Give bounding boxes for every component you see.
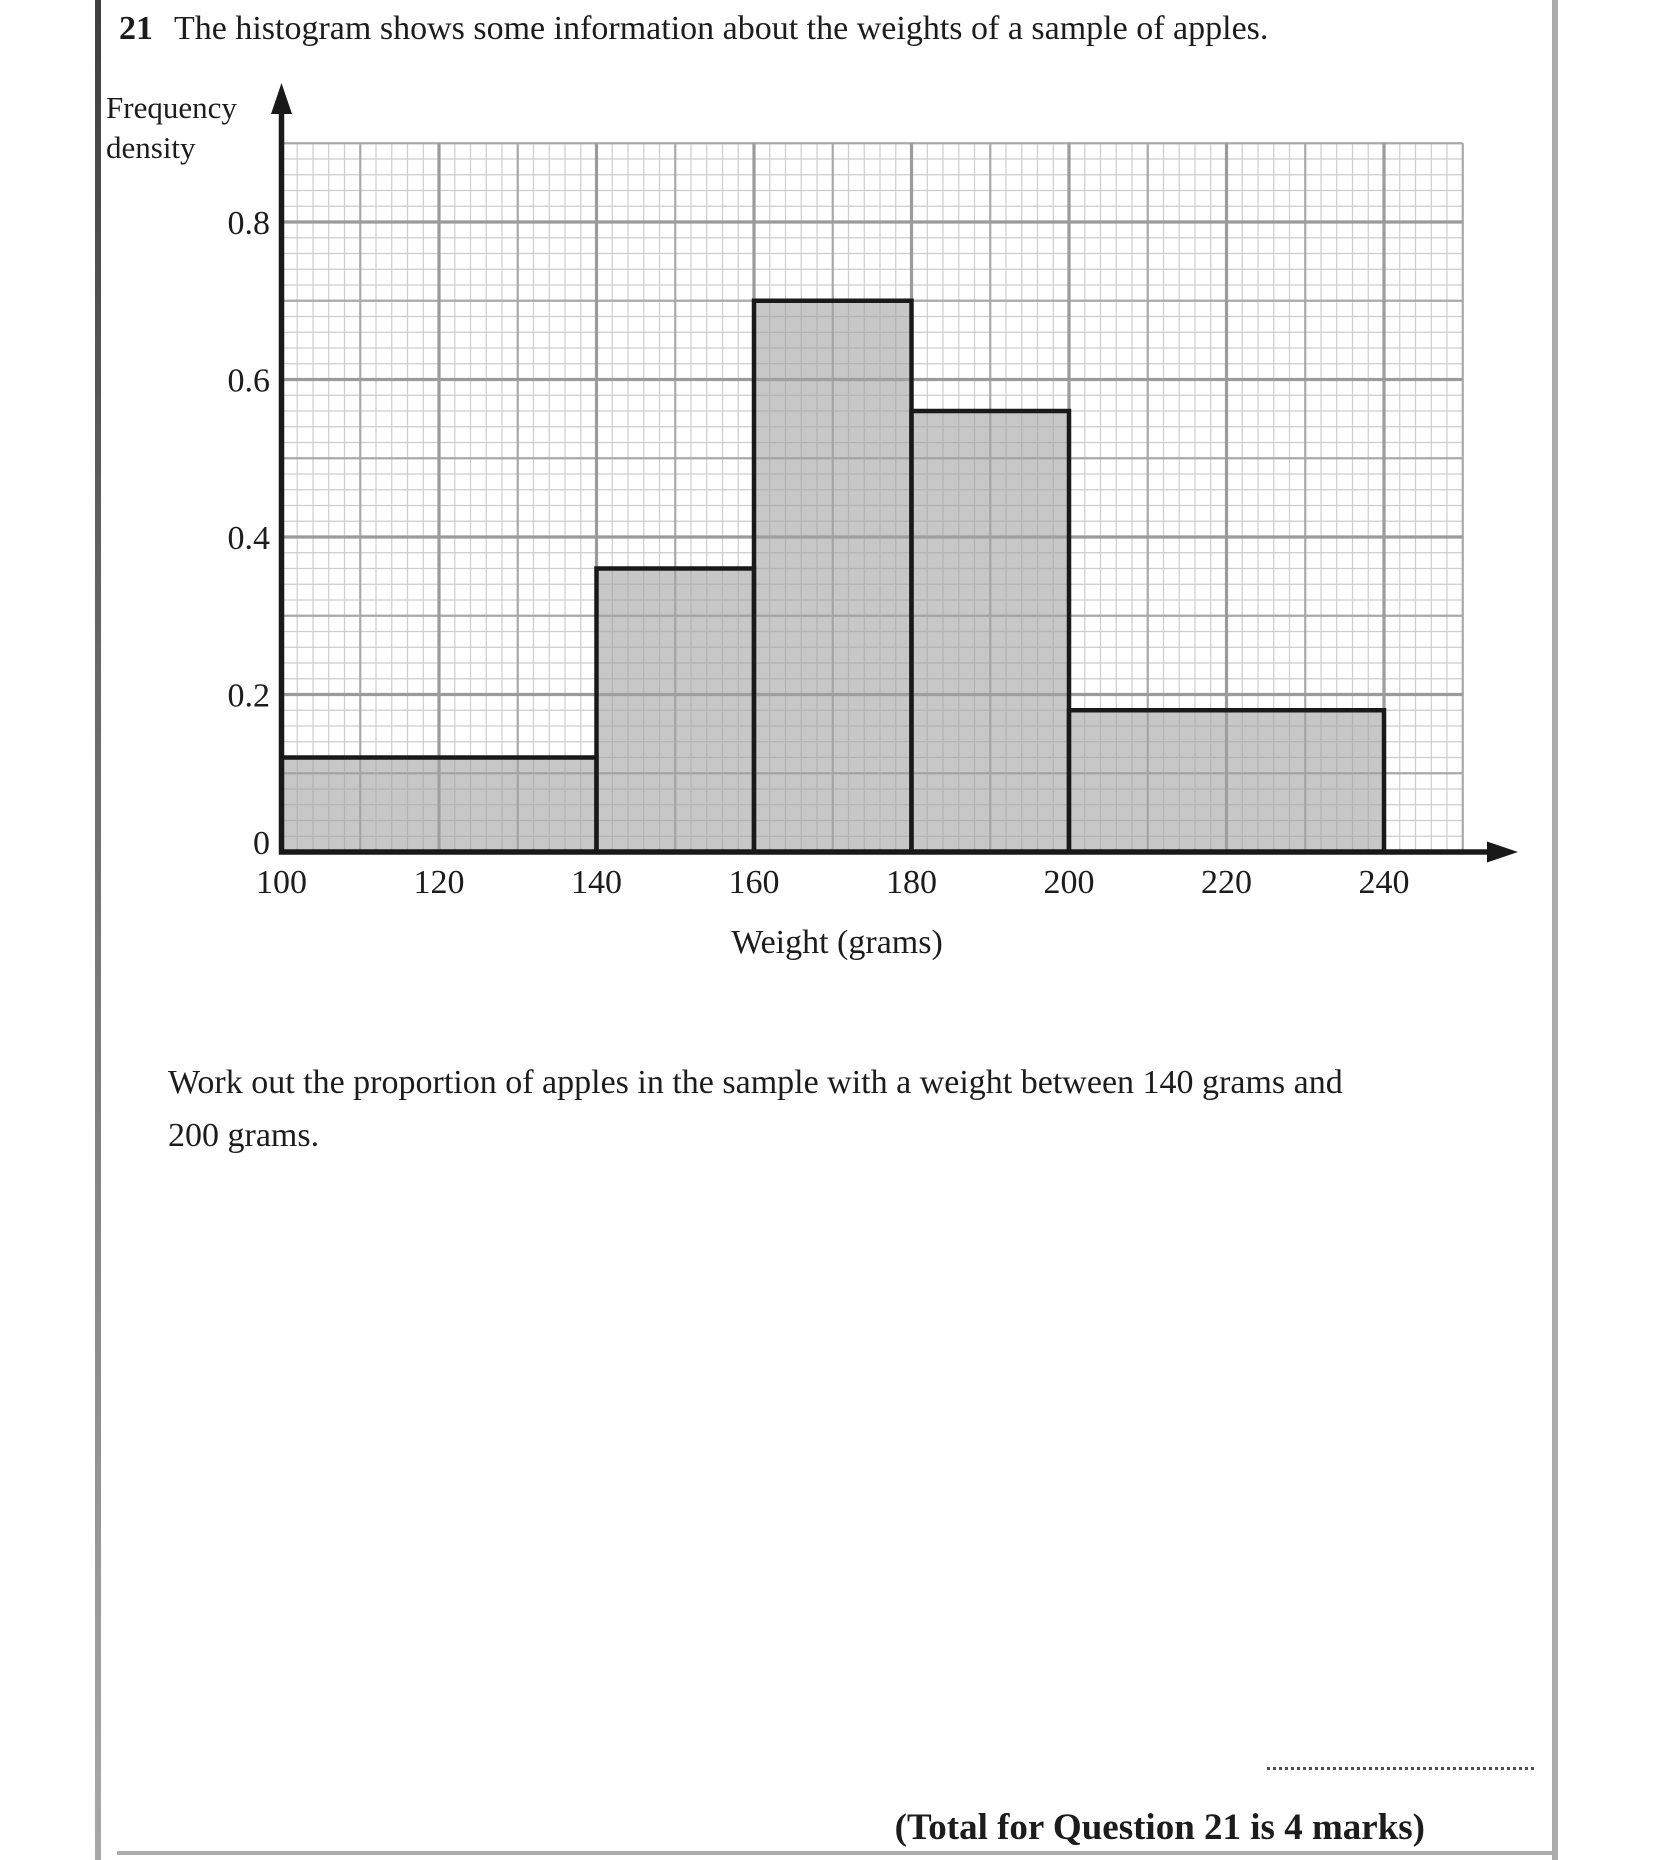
y-axis-arrow-icon xyxy=(271,83,292,114)
x-axis-title: Weight (grams) xyxy=(731,924,943,961)
y-axis-title-line2: density xyxy=(106,130,196,165)
question-prompt xyxy=(168,1056,1343,1162)
y-tick-label: 0.2 xyxy=(227,677,270,715)
y-tick-label: 0.8 xyxy=(227,205,270,242)
histogram-bar xyxy=(912,411,1070,852)
y-tick-label: 0.6 xyxy=(227,362,270,400)
x-tick-label: 240 xyxy=(1358,864,1410,901)
x-tick-label: 140 xyxy=(571,864,622,901)
x-tick-label: 220 xyxy=(1201,864,1252,901)
question-intro: The histogram shows some information about the weights of a sample of apples. xyxy=(174,10,1269,47)
histogram-bar xyxy=(754,301,912,852)
question-number: 21 xyxy=(119,10,153,47)
y-tick-label: 0.4 xyxy=(227,520,270,557)
x-tick-label: 160 xyxy=(728,864,780,901)
y-tick-label: 0 xyxy=(253,825,270,862)
x-axis-arrow-icon xyxy=(1487,842,1518,863)
x-tick-label: 120 xyxy=(413,864,465,901)
answer-dotted-line xyxy=(1267,1750,1534,1770)
x-tick-label: 180 xyxy=(886,864,937,901)
histogram-bar xyxy=(282,758,597,853)
histogram-bar xyxy=(597,569,755,853)
total-marks-note: (Total for Question 21 is 4 marks) xyxy=(894,1807,1425,1848)
x-tick-label: 100 xyxy=(256,864,307,901)
x-tick-label: 200 xyxy=(1043,864,1095,901)
page-bottom-border xyxy=(117,1851,1558,1855)
question-prompt-line1: Work out the proportion of apples in the sample with a weight between 140 grams and xyxy=(168,1064,1343,1101)
question-prompt-line2: 200 grams. xyxy=(168,1117,320,1154)
histogram-bar xyxy=(1069,710,1384,852)
y-axis-title-line1: Frequency xyxy=(106,90,237,125)
